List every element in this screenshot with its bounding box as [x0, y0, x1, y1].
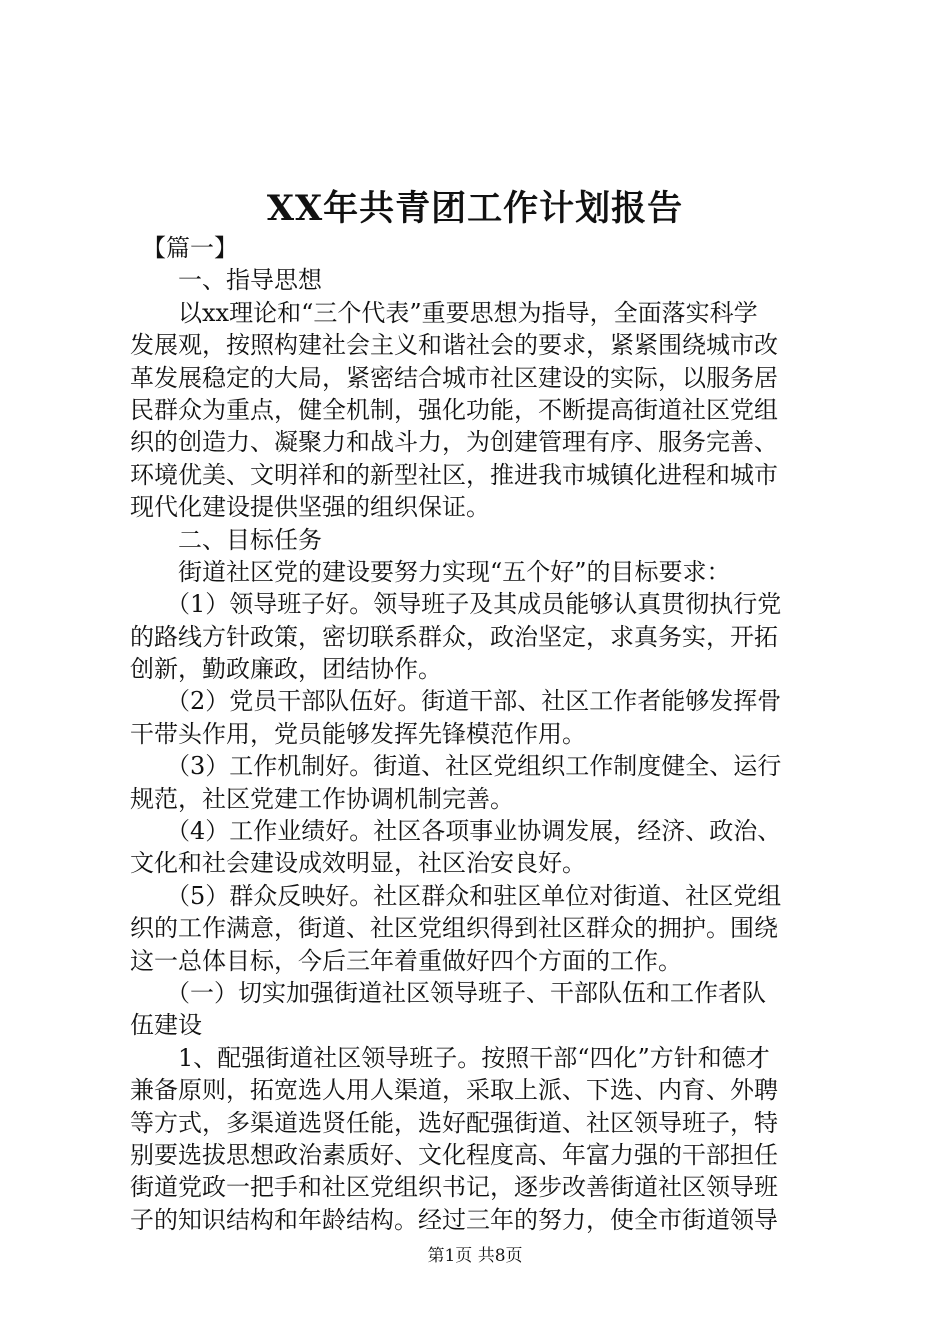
body-line: （1）领导班子好。领导班子及其成员能够认真贯彻执行党 — [130, 590, 782, 619]
body-line: 发展观，按照构建社会主义和谐社会的要求，紧紧围绕城市改 — [130, 331, 778, 360]
body-line: 民群众为重点，健全机制，强化功能，不断提高街道社区党组 — [130, 395, 778, 424]
body-line: （2）党员干部队伍好。街道干部、社区工作者能够发挥骨 — [130, 687, 782, 716]
body-line: 1、配强街道社区领导班子。按照干部“四化”方针和德才 — [130, 1043, 770, 1072]
body-line: 创新，勤政廉政，团结协作。 — [130, 655, 442, 684]
body-line: 街道社区党的建设要努力实现“五个好”的目标要求： — [130, 557, 731, 586]
body-line: 环境优美、文明祥和的新型社区，推进我市城镇化进程和城市 — [130, 460, 778, 489]
body-line: （一）切实加强街道社区领导班子、干部队伍和工作者队 — [130, 978, 766, 1007]
body-line: （4）工作业绩好。社区各项事业协调发展，经济、政治、 — [130, 817, 782, 846]
body-line: 以xx理论和“三个代表”重要思想为指导，全面落实科学 — [130, 298, 758, 327]
body-line: 干带头作用，党员能够发挥先锋模范作用。 — [130, 719, 586, 748]
body-line: 革发展稳定的大局，紧密结合城市社区建设的实际，以服务居 — [130, 363, 778, 392]
body-line: 子的知识结构和年龄结构。经过三年的努力，使全市街道领导 — [130, 1205, 778, 1234]
body-line: 别要选拔思想政治素质好、文化程度高、年富力强的干部担任 — [130, 1140, 778, 1169]
body-line: 织的创造力、凝聚力和战斗力，为创建管理有序、服务完善、 — [130, 428, 778, 457]
body-line: 文化和社会建设成效明显，社区治安良好。 — [130, 849, 586, 878]
body-line: 伍建设 — [130, 1011, 202, 1040]
body-line: （3）工作机制好。街道、社区党组织工作制度健全、运行 — [130, 752, 782, 781]
body-line: 这一总体目标，今后三年着重做好四个方面的工作。 — [130, 946, 682, 975]
document-title: XX年共青团工作计划报告 — [266, 188, 684, 229]
page-footer: 第1页 共8页 — [427, 1246, 523, 1266]
body-line: 【篇一】 — [130, 234, 238, 262]
body-line: 规范，社区党建工作协调机制完善。 — [130, 784, 514, 813]
body-line: 现代化建设提供坚强的组织保证。 — [130, 493, 490, 522]
body-line: 兼备原则，拓宽选人用人渠道，采取上派、下选、内育、外聘 — [130, 1076, 778, 1105]
body-line: 二、目标任务 — [130, 525, 322, 554]
body-line: （5）群众反映好。社区群众和驻区单位对街道、社区党组 — [130, 881, 782, 910]
document-body — [130, 232, 830, 1236]
body-line: 街道党政一把手和社区党组织书记，逐步改善街道社区领导班 — [130, 1173, 778, 1202]
body-line: 织的工作满意，街道、社区党组织得到社区群众的拥护。围绕 — [130, 914, 778, 943]
body-line: 等方式，多渠道选贤任能，选好配强街道、社区领导班子，特 — [130, 1108, 778, 1137]
body-line: 的路线方针政策，密切联系群众，政治坚定，求真务实，开拓 — [130, 622, 778, 651]
body-line: 一、指导思想 — [130, 266, 322, 295]
